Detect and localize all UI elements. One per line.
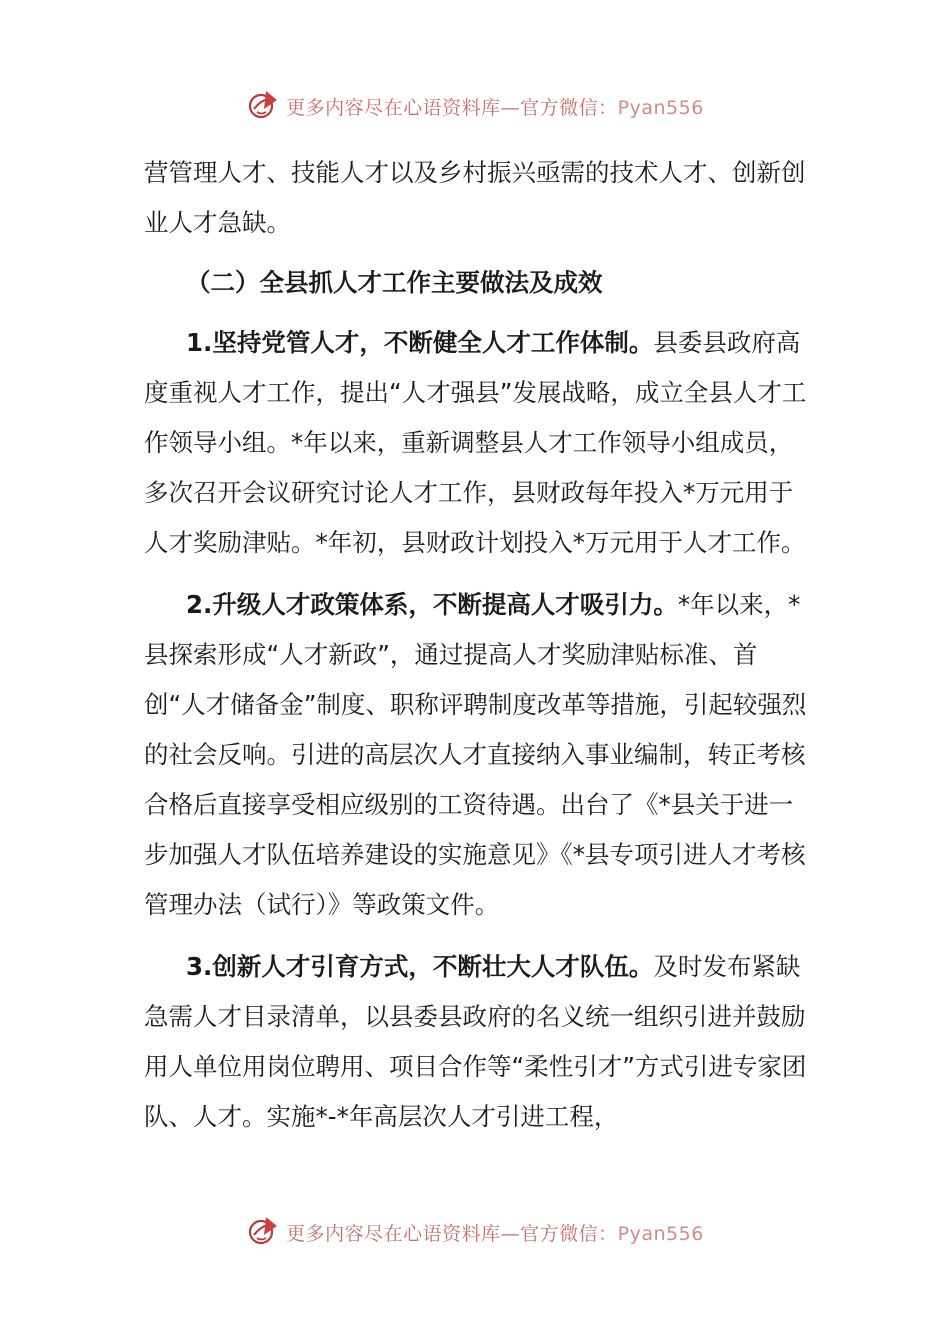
watermark-handle: Pyan556 xyxy=(617,1222,704,1245)
paragraph-3-lead: 3.创新人才引育方式，不断壮大人才队伍。 xyxy=(186,952,654,981)
paragraph-3 xyxy=(144,942,816,1142)
paragraph-2-lead: 2.升级人才政策体系，不断提高人才吸引力。 xyxy=(186,590,678,619)
logo-icon xyxy=(246,1213,286,1251)
paragraph-3-text: 及时发布紧缺急需人才目录清单，以县委县政府的名义统一组织引进并鼓励用人单位用岗位聘用、项目合作等“柔性引才”方式引进专家团队、人才。实施*-*年高层次人才引进工程， xyxy=(144,952,807,1131)
paragraph-1-lead: 1.坚持党管人才，不断健全人才工作体制。 xyxy=(186,328,654,357)
logo-icon xyxy=(246,87,286,125)
watermark-text: 更多内容尽在心语资料库—官方微信：Pyan556 xyxy=(286,96,704,119)
paragraph-1 xyxy=(144,318,816,568)
paragraph-1-text: 县委县政府高度重视人才工作，提出“人才强县”发展战略，成立全县人才工作领导小组。*年以来，重新调整县人才工作领导小组成员，多次召开会议研究讨论人才工作，县财政每年投入*万元用于人才奖励津贴。*年初，县财政计划投入*万元用于人才工作。 xyxy=(144,328,807,557)
footer-watermark xyxy=(0,1212,950,1252)
watermark-text: 更多内容尽在心语资料库—官方微信：Pyan556 xyxy=(286,1222,704,1245)
document-body xyxy=(144,148,816,1142)
watermark-handle: Pyan556 xyxy=(617,96,704,119)
paragraph-2-text: *年以来，*县探索形成“人才新政”，通过提高人才奖励津贴标准、首创“人才储备金”制度、职称评聘制度改革等措施，引起较强烈的社会反响。引进的高层次人才直接纳入事业编制，转正考核合格后直接享受相应级别的工资待遇。出台了《*县关于进一步加强人才队伍培养建设的实施意见》《*县专项引进人才考核管理办法（试行）》等政策文件。 xyxy=(144,590,807,919)
section-heading: （二）全县抓人才工作主要做法及成效 xyxy=(186,268,603,297)
header-watermark xyxy=(0,86,950,126)
paragraph-continuation: 营管理人才、技能人才以及乡村振兴亟需的技术人才、创新创业人才急缺。 xyxy=(144,158,806,237)
paragraph-2 xyxy=(144,580,816,930)
